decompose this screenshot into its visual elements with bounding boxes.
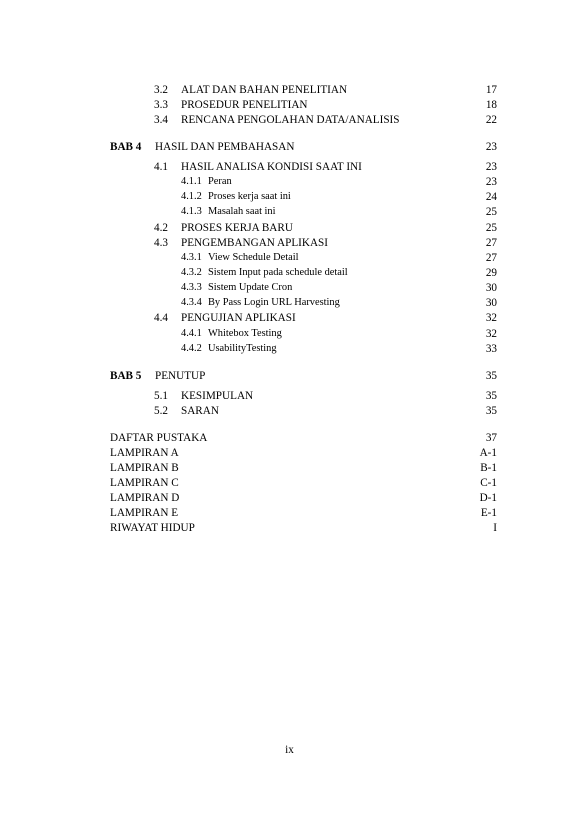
toc-entry-number: 4.3: [154, 237, 168, 249]
toc-entry-page: 35: [485, 390, 497, 402]
toc-entry-number: 4.4: [154, 312, 168, 324]
toc-entry-title: Whitebox Testing: [208, 328, 282, 339]
toc-entry-page: 30: [485, 297, 497, 309]
toc-entry-page: 30: [485, 282, 497, 294]
toc-entry-number: 4.1.1: [181, 176, 202, 187]
toc-entry-page: 27: [485, 237, 497, 249]
toc-entry-number: 4.3.1: [181, 252, 202, 263]
toc-entry-number: 3.4: [154, 114, 168, 126]
toc-entry-number: 3.3: [154, 99, 168, 111]
toc-entry-title: Sistem Input pada schedule detail: [208, 267, 348, 278]
toc-entry-number: BAB 4: [110, 141, 142, 153]
toc-entry-title: DAFTAR PUSTAKA: [110, 432, 208, 444]
toc-entry-page: 25: [485, 206, 497, 218]
toc-entry-page: 33: [485, 343, 497, 355]
toc-entry-page: I: [493, 522, 497, 534]
toc-entry-title: LAMPIRAN C: [110, 477, 179, 489]
toc-entry-title: ALAT DAN BAHAN PENELITIAN: [181, 84, 348, 96]
toc-entry-title: LAMPIRAN A: [110, 447, 179, 459]
toc-entry-number: 5.1: [154, 390, 168, 402]
toc-entry-page: 23: [485, 161, 497, 173]
toc-entry-page: 24: [485, 191, 497, 203]
toc-entry-number: 4.2: [154, 222, 168, 234]
toc-entry-page: 37: [485, 432, 497, 444]
toc-entry-title: Proses kerja saat ini: [208, 191, 291, 202]
toc-entry-title: Masalah saat ini: [208, 206, 276, 217]
toc-entry-page: E-1: [480, 507, 497, 519]
toc-entry-page: C-1: [480, 477, 497, 489]
toc-entry-title: HASIL ANALISA KONDISI SAAT INI: [181, 161, 362, 173]
toc-entry-page: 22: [485, 114, 497, 126]
toc-entry-page: 32: [485, 312, 497, 324]
toc-entry-page: 25: [485, 222, 497, 234]
toc-entry-title: PENGEMBANGAN APLIKASI: [181, 237, 328, 249]
toc-entry-number: 4.1.3: [181, 206, 202, 217]
toc-entry-title: RENCANA PENGOLAHAN DATA/ANALISIS: [181, 114, 400, 126]
toc-entry-title: UsabilityTesting: [208, 343, 277, 354]
page-number: ix: [285, 744, 294, 756]
toc-entry-title: SARAN: [181, 405, 219, 417]
toc-entry-page: 35: [485, 405, 497, 417]
toc-entry-title: By Pass Login URL Harvesting: [208, 297, 340, 308]
toc-entry-page: 23: [485, 141, 497, 153]
toc-entry-number: 4.4.1: [181, 328, 202, 339]
toc-entry-title: PROSES KERJA BARU: [181, 222, 293, 234]
toc-entry-page: B-1: [480, 462, 497, 474]
toc-entry-title: PENUTUP: [155, 370, 206, 382]
toc-entry-page: 32: [485, 328, 497, 340]
toc-entry-page: 23: [485, 176, 497, 188]
toc-entry-page: A-1: [479, 447, 497, 459]
toc-entry-page: 27: [485, 252, 497, 264]
toc-entry-title: HASIL DAN PEMBAHASAN: [155, 141, 295, 153]
toc-entry-title: RIWAYAT HIDUP: [110, 522, 195, 534]
toc-entry-title: LAMPIRAN E: [110, 507, 179, 519]
toc-entry-number: BAB 5: [110, 370, 142, 382]
toc-entry-page: 35: [485, 370, 497, 382]
toc-entry-title: Peran: [208, 176, 232, 187]
toc-entry-number: 4.1: [154, 161, 168, 173]
toc-entry-page: 18: [485, 99, 497, 111]
toc-entry-number: 4.1.2: [181, 191, 202, 202]
toc-entry-page: 29: [485, 267, 497, 279]
toc-entry-page: D-1: [479, 492, 497, 504]
toc-entry-title: PENGUJIAN APLIKASI: [181, 312, 296, 324]
toc-entry-title: LAMPIRAN B: [110, 462, 179, 474]
toc-entry-title: LAMPIRAN D: [110, 492, 180, 504]
toc-entry-number: 4.4.2: [181, 343, 202, 354]
toc-entry-title: KESIMPULAN: [181, 390, 254, 402]
toc-entry-number: 4.3.2: [181, 267, 202, 278]
toc-entry-title: Sistem Update Cron: [208, 282, 293, 293]
toc-entry-title: PROSEDUR PENELITIAN: [181, 99, 308, 111]
toc-entry-number: 4.3.3: [181, 282, 202, 293]
toc-entry-number: 5.2: [154, 405, 168, 417]
toc-entry-title: View Schedule Detail: [208, 252, 299, 263]
toc-entry-number: 3.2: [154, 84, 168, 96]
toc-entry-page: 17: [485, 84, 497, 96]
toc-entry-number: 4.3.4: [181, 297, 202, 308]
